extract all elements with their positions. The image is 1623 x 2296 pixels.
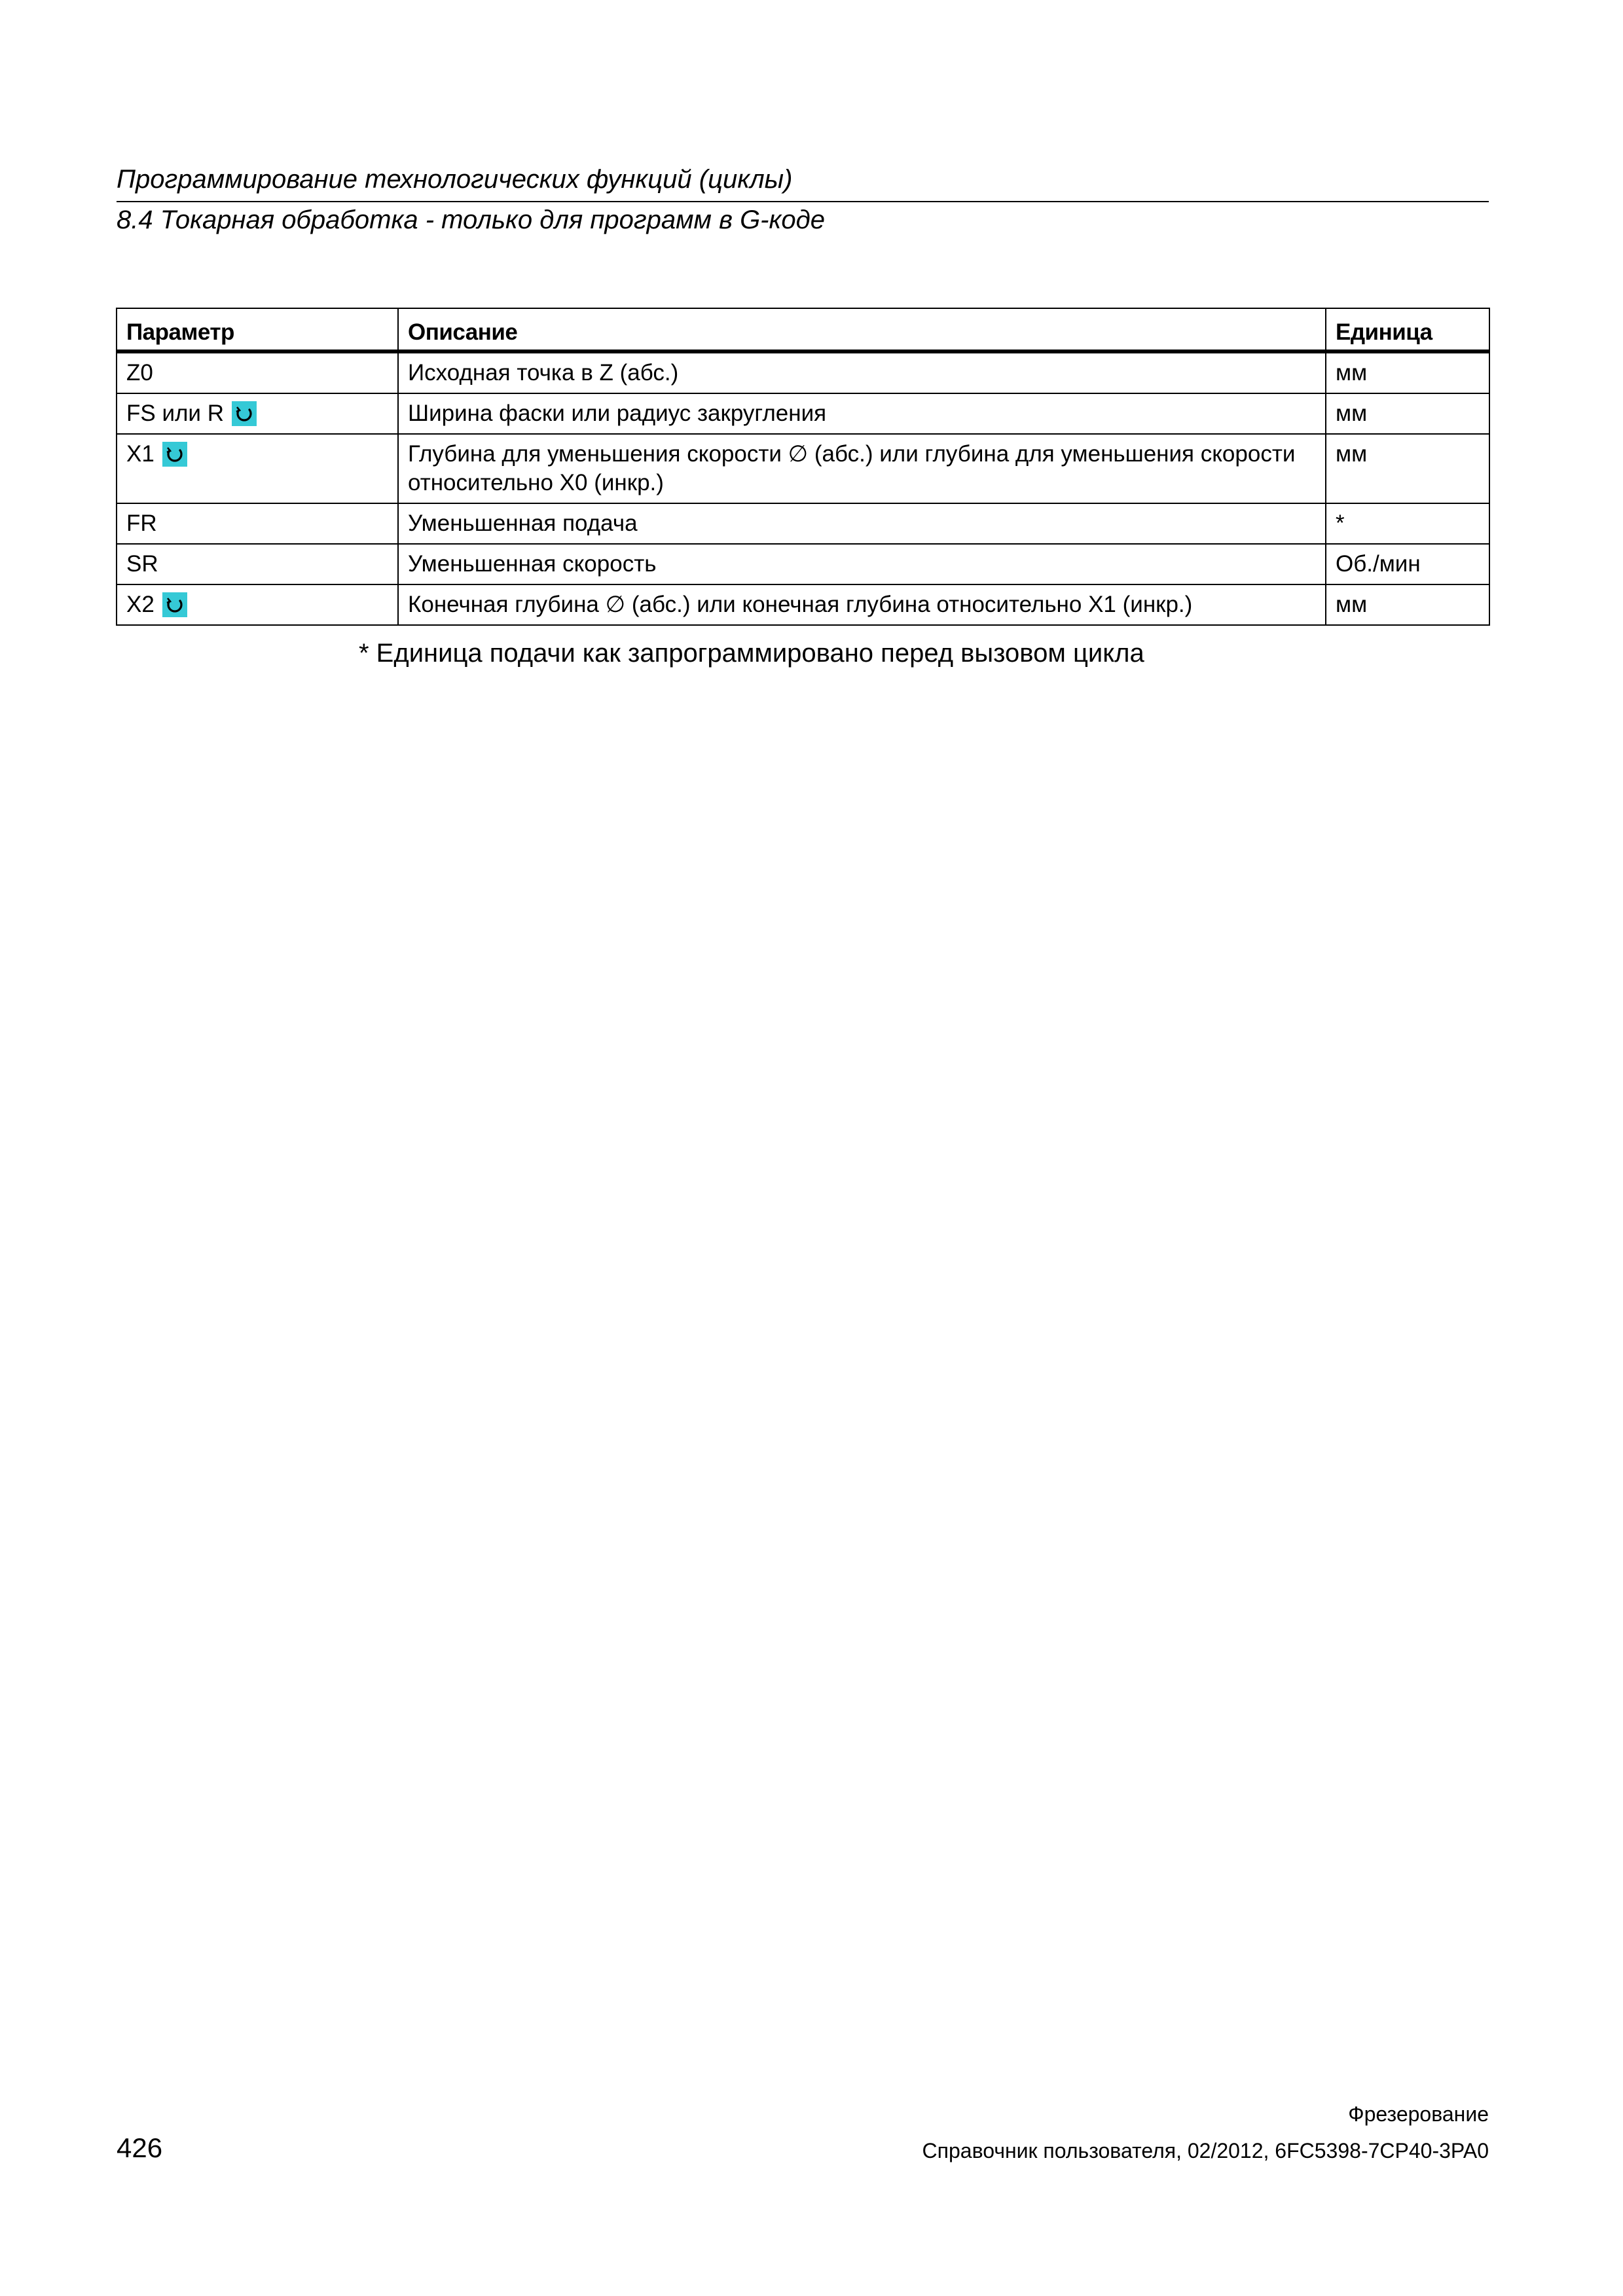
param-name: Z0 [126,360,153,386]
unit-cell: мм [1326,584,1489,625]
column-header-description: Описание [398,308,1326,351]
description-cell: Уменьшенная подача [398,503,1326,544]
table-row [117,544,1489,584]
page-number: 426 [117,2132,163,2163]
param-cell [117,393,398,434]
header-divider [117,201,1489,202]
description-cell: Глубина для уменьшения скорости ∅ (абс.) или глубина для уменьшения скорости относительно X0 (инкр.) [398,434,1326,503]
parameter-table [116,308,1490,626]
param-name: X1 [126,441,155,467]
table-row [117,351,1489,393]
footer-book-title: Фрезерование [1348,2102,1489,2126]
unit-cell: мм [1326,434,1489,503]
description-cell: Конечная глубина ∅ (абс.) или конечная глубина относительно X1 (инкр.) [398,584,1326,625]
cycle-toggle-icon [162,592,187,617]
param-cell [117,434,398,503]
param-cell [117,351,398,393]
cycle-toggle-icon [232,401,257,426]
param-name: SR [126,551,158,577]
unit-cell: * [1326,503,1489,544]
param-name: FR [126,511,157,536]
description-cell: Ширина фаски или радиус закругления [398,393,1326,434]
table-row [117,434,1489,503]
table-row [117,393,1489,434]
unit-cell: мм [1326,393,1489,434]
param-cell [117,503,398,544]
table-row [117,503,1489,544]
table-footnote: * Единица подачи как запрограммировано перед вызовом цикла [359,639,1144,668]
cycle-toggle-icon [162,442,187,467]
column-header-parameter: Параметр [117,308,398,351]
param-cell [117,544,398,584]
running-header-title: Программирование технологических функций (циклы) [117,165,793,194]
description-cell: Уменьшенная скорость [398,544,1326,584]
unit-cell: Об./мин [1326,544,1489,584]
running-header-section: 8.4 Токарная обработка - только для программ в G-коде [117,206,825,234]
param-name: FS или R [126,401,224,426]
description-cell: Исходная точка в Z (абс.) [398,351,1326,393]
footer-manual-info: Справочник пользователя, 02/2012, 6FC5398-7CP40-3PA0 [922,2139,1489,2162]
param-cell [117,584,398,625]
table-row [117,584,1489,625]
param-name: X2 [126,592,155,617]
table-header-row [117,308,1489,351]
unit-cell: мм [1326,351,1489,393]
column-header-unit: Единица [1326,308,1489,351]
